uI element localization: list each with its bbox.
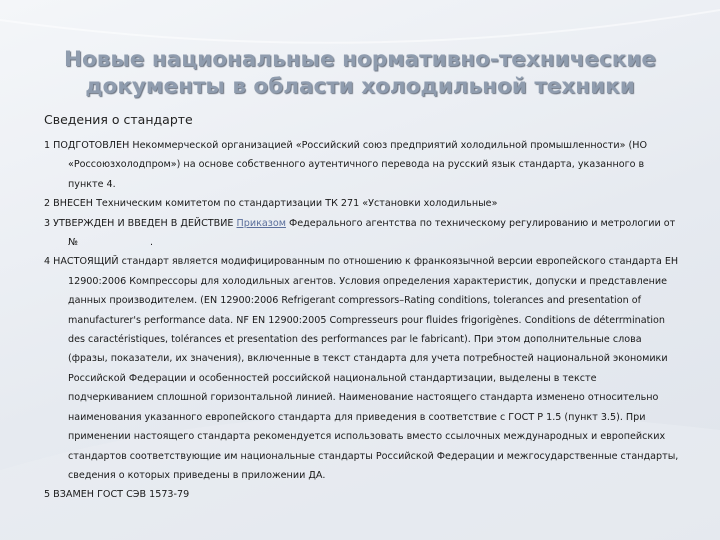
item-text: (фразы, показатели, их значения), включенные в текст стандарта для учета потребностей национальной экономики — [68, 353, 668, 365]
item-text: Федерального агентства по техническому регулированию и метрологии от — [289, 217, 676, 229]
order-number-label: № — [68, 237, 78, 249]
item-text: стандартов соответствующие им национальные стандарты Российской Федерации и межгосударственные стандарты, — [68, 450, 679, 462]
item-approved — [44, 214, 690, 253]
item-head: 5 ВЗАМЕН — [44, 489, 95, 501]
standard-details — [44, 136, 690, 505]
item-text: «Россоюзхолодпром») на основе собственного аутентичного перевода на русский язык стандарта, указанного в — [68, 159, 645, 171]
item-head: 1 ПОДГОТОВЛЕН — [44, 140, 130, 151]
item-head: 3 УТВЕРЖДЕН И ВВЕДЕН В ДЕЙСТВИЕ — [44, 217, 234, 229]
section-subtitle: Сведения о стандарте — [44, 112, 193, 127]
item-text: Российской Федерации и особенностей российской национальной стандартизации, выделены в тексте — [68, 372, 597, 384]
item-text: подчеркиванием сплошной горизонтальной линией. Наименование настоящего стандарта изменено относительно — [68, 392, 659, 404]
slide-title — [20, 46, 700, 100]
item-text: наименования указанного европейского стандарта для приведения в соответствие с ГОСТ Р 1.5 (пункт 3.5). При — [68, 411, 646, 423]
item-head: 2 ВНЕСЕН — [44, 198, 93, 210]
item-text: des caractéristiques, tolérances et presentation des performances par le fabricant). При этом дополнительные слова — [68, 334, 642, 346]
item-text: manufacturer's performance data. NF EN 12900:2005 Compresseurs pour fluides frigorigènes. Conditions de déterrmination — [68, 314, 665, 326]
title-line-1: Новые национальные нормативно-технические — [63, 47, 657, 72]
item-submitted — [44, 194, 690, 213]
title-line-2: документы в области холодильной техники — [85, 74, 635, 99]
item-text: стандарт является модифицированным по отношению к франкоязычной версии европейского стандарта ЕН — [121, 256, 679, 268]
item-head: 4 НАСТОЯЩИЙ — [44, 256, 119, 268]
order-number-end: . — [149, 237, 154, 249]
item-text: сведения о которых приведены в приложении ДА. — [68, 469, 326, 481]
item-current — [44, 252, 690, 485]
item-text: пункте 4. — [68, 178, 116, 190]
item-replaces — [44, 485, 690, 504]
item-text: 12900:2006 Компрессоры для холодильных агентов. Условия определения характеристик, допуски и представление — [68, 275, 668, 287]
item-text: данных производителем. (EN 12900:2006 Refrigerant compressors–Rating conditions, tolerances and presentation of — [68, 295, 641, 307]
item-text: применении настоящего стандарта рекомендуется использовать вместо ссылочных международных и европейских — [68, 431, 666, 443]
item-text: ГОСТ СЭВ 1573-79 — [97, 489, 190, 501]
order-link[interactable]: Приказом — [236, 217, 286, 229]
item-prepared — [44, 136, 690, 194]
item-text: Некоммерческой организацией «Российский союз предприятий холодильной промышленности» (НО — [132, 140, 648, 151]
item-text: Техническим комитетом по стандартизации ТК 271 «Установки холодильные» — [96, 198, 498, 210]
